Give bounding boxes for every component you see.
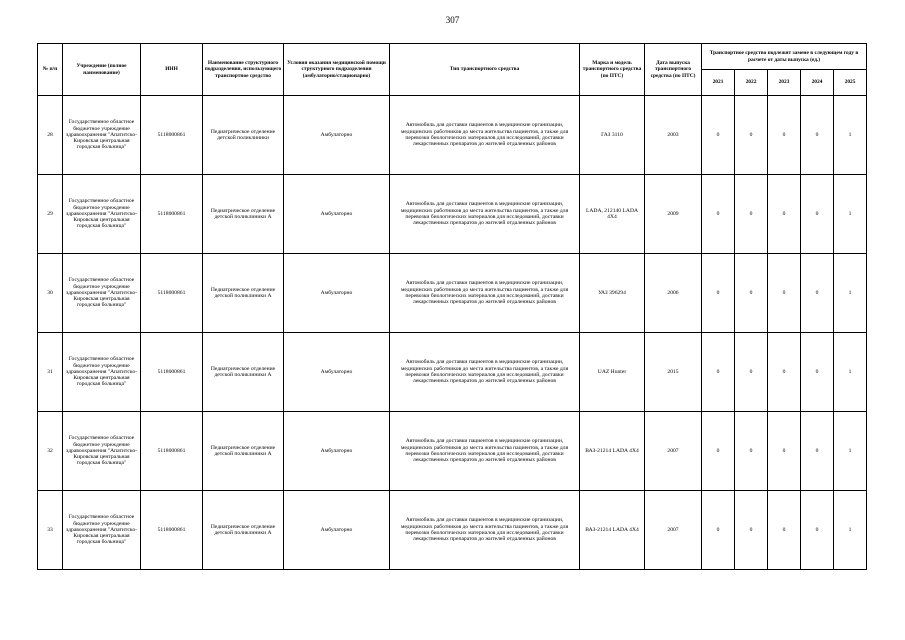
page-number: 307: [445, 15, 460, 25]
year-2021-cell: 0: [702, 96, 735, 175]
year-2023-cell: 0: [768, 412, 801, 491]
year-2024-cell: 0: [801, 491, 834, 570]
row-number: 30: [38, 254, 63, 333]
inn-cell: 5118000861: [141, 491, 203, 570]
table-row: [38, 333, 867, 412]
header-replacement-group: Транспортное средство подлежит замене в следующем году в расчете от даты выпуска (ед.): [702, 44, 867, 70]
year-2025-cell: 1: [834, 412, 867, 491]
issue-date-cell: 2007: [645, 491, 702, 570]
issue-date-cell: 2015: [645, 333, 702, 412]
year-2023-cell: 0: [768, 175, 801, 254]
year-2021-cell: 0: [702, 412, 735, 491]
year-2025-cell: 1: [834, 491, 867, 570]
institution-cell: Государственное областное бюджетное учреждение здравоохранения "Апатитско-Кировская центральная городская больница": [63, 491, 141, 570]
year-2023-cell: 0: [768, 96, 801, 175]
issue-date-cell: 2003: [645, 96, 702, 175]
institution-cell: Государственное областное бюджетное учреждение здравоохранения "Апатитско-Кировская центральная городская больница": [63, 175, 141, 254]
model-cell: UAZ Hunter: [580, 333, 645, 412]
unit-cell: Педиатрическое отделение детской поликлиники А: [203, 412, 284, 491]
year-2025-cell: 1: [834, 175, 867, 254]
row-number: 32: [38, 412, 63, 491]
table-row: [38, 254, 867, 333]
vehicle-type-cell: Автомобиль для доставки пациентов в медицинские организации, медицинских работников до места жительства пациентов, а также для перевозки биологических материалов для исследований, доставки лекарственных препаратов до жителей отдаленных районов: [390, 175, 580, 254]
year-2023-cell: 0: [768, 333, 801, 412]
year-2024-cell: 0: [801, 333, 834, 412]
year-2023-cell: 0: [768, 254, 801, 333]
header-inn: ИНН: [141, 44, 203, 96]
year-2021-cell: 0: [702, 254, 735, 333]
conditions-cell: Амбулаторно: [284, 412, 390, 491]
year-2022-cell: 0: [735, 491, 768, 570]
header-structural-unit: Наименование структурного подразделения, использующего транспортное средство: [203, 44, 284, 96]
table-row: [38, 412, 867, 491]
model-cell: ВАЗ-21214 LADA 4X4: [580, 491, 645, 570]
header-no: № п/п: [38, 44, 63, 96]
model-cell: ГАЗ 3110: [580, 96, 645, 175]
inn-cell: 5118000861: [141, 412, 203, 491]
conditions-cell: Амбулаторно: [284, 254, 390, 333]
header-model: Марка и модель транспортного средства (по ПТС): [580, 44, 645, 96]
issue-date-cell: 2009: [645, 175, 702, 254]
inn-cell: 5118000861: [141, 254, 203, 333]
header-vehicle-type: Тип транспортного средства: [390, 44, 580, 96]
year-2024-cell: 0: [801, 175, 834, 254]
header-year-2025: 2025: [834, 70, 867, 96]
unit-cell: Педиатрическое отделение детской поликлиники А: [203, 333, 284, 412]
year-2024-cell: 0: [801, 96, 834, 175]
header-institution: Учреждение (полное наименование): [63, 44, 141, 96]
year-2021-cell: 0: [702, 333, 735, 412]
table-row: [38, 491, 867, 570]
model-cell: LADA, 212140 LADA 4X4: [580, 175, 645, 254]
conditions-cell: Амбулаторно: [284, 175, 390, 254]
year-2022-cell: 0: [735, 175, 768, 254]
issue-date-cell: 2006: [645, 254, 702, 333]
year-2025-cell: 1: [834, 333, 867, 412]
institution-cell: Государственное областное бюджетное учреждение здравоохранения "Апатитско-Кировская центральная городская больница": [63, 333, 141, 412]
header-conditions: Условия оказания медицинской помощи структурного подразделения (амбулаторно/стационарно): [284, 44, 390, 96]
unit-cell: Педиатрическое отделение детской поликлиники А: [203, 254, 284, 333]
row-number: 29: [38, 175, 63, 254]
unit-cell: Педиатрическое отделение детской поликлиники А: [203, 175, 284, 254]
unit-cell: Педиатрическое отделение детской поликлиники А: [203, 491, 284, 570]
year-2023-cell: 0: [768, 491, 801, 570]
vehicle-type-cell: Автомобиль для доставки пациентов в медицинские организации, медицинских работников до места жительства пациентов, а также для перевозки биологических материалов для исследований, доставки лекарственных препаратов до жителей отдаленных районов: [390, 96, 580, 175]
year-2022-cell: 0: [735, 412, 768, 491]
year-2024-cell: 0: [801, 254, 834, 333]
header-year-2024: 2024: [801, 70, 834, 96]
institution-cell: Государственное областное бюджетное учреждение здравоохранения "Апатитско-Кировская центральная городская больница": [63, 96, 141, 175]
vehicle-replacement-table: [37, 43, 867, 570]
year-2025-cell: 1: [834, 254, 867, 333]
header-year-2022: 2022: [735, 70, 768, 96]
vehicle-type-cell: Автомобиль для доставки пациентов в медицинские организации, медицинских работников до места жительства пациентов, а также для перевозки биологических материалов для исследований, доставки лекарственных препаратов до жителей отдаленных районов: [390, 412, 580, 491]
inn-cell: 5118000861: [141, 96, 203, 175]
year-2025-cell: 1: [834, 96, 867, 175]
header-year-2023: 2023: [768, 70, 801, 96]
vehicle-type-cell: Автомобиль для доставки пациентов в медицинские организации, медицинских работников до места жительства пациентов, а также для перевозки биологических материалов для исследований, доставки лекарственных препаратов до жителей отдаленных районов: [390, 254, 580, 333]
conditions-cell: Амбулаторно: [284, 491, 390, 570]
header-year-2021: 2021: [702, 70, 735, 96]
model-cell: УАЗ 396294: [580, 254, 645, 333]
row-number: 31: [38, 333, 63, 412]
year-2022-cell: 0: [735, 254, 768, 333]
vehicle-type-cell: Автомобиль для доставки пациентов в медицинские организации, медицинских работников до места жительства пациентов, а также для перевозки биологических материалов для исследований, доставки лекарственных препаратов до жителей отдаленных районов: [390, 333, 580, 412]
vehicle-type-cell: Автомобиль для доставки пациентов в медицинские организации, медицинских работников до места жительства пациентов, а также для перевозки биологических материалов для исследований, доставки лекарственных препаратов до жителей отдаленных районов: [390, 491, 580, 570]
row-number: 28: [38, 96, 63, 175]
year-2024-cell: 0: [801, 412, 834, 491]
table-row: [38, 96, 867, 175]
issue-date-cell: 2007: [645, 412, 702, 491]
conditions-cell: Амбулаторно: [284, 333, 390, 412]
year-2022-cell: 0: [735, 96, 768, 175]
header-issue-date: Дата выпуска транспортного средства (по ПТС): [645, 44, 702, 96]
year-2022-cell: 0: [735, 333, 768, 412]
conditions-cell: Амбулаторно: [284, 96, 390, 175]
table-row: [38, 175, 867, 254]
row-number: 33: [38, 491, 63, 570]
inn-cell: 5118000861: [141, 175, 203, 254]
institution-cell: Государственное областное бюджетное учреждение здравоохранения "Апатитско-Кировская центральная городская больница": [63, 254, 141, 333]
year-2021-cell: 0: [702, 175, 735, 254]
inn-cell: 5118000861: [141, 333, 203, 412]
year-2021-cell: 0: [702, 491, 735, 570]
model-cell: ВАЗ-21214 LADA 4X4: [580, 412, 645, 491]
unit-cell: Педиатрическое отделение детской поликлиники: [203, 96, 284, 175]
institution-cell: Государственное областное бюджетное учреждение здравоохранения "Апатитско-Кировская центральная городская больница": [63, 412, 141, 491]
